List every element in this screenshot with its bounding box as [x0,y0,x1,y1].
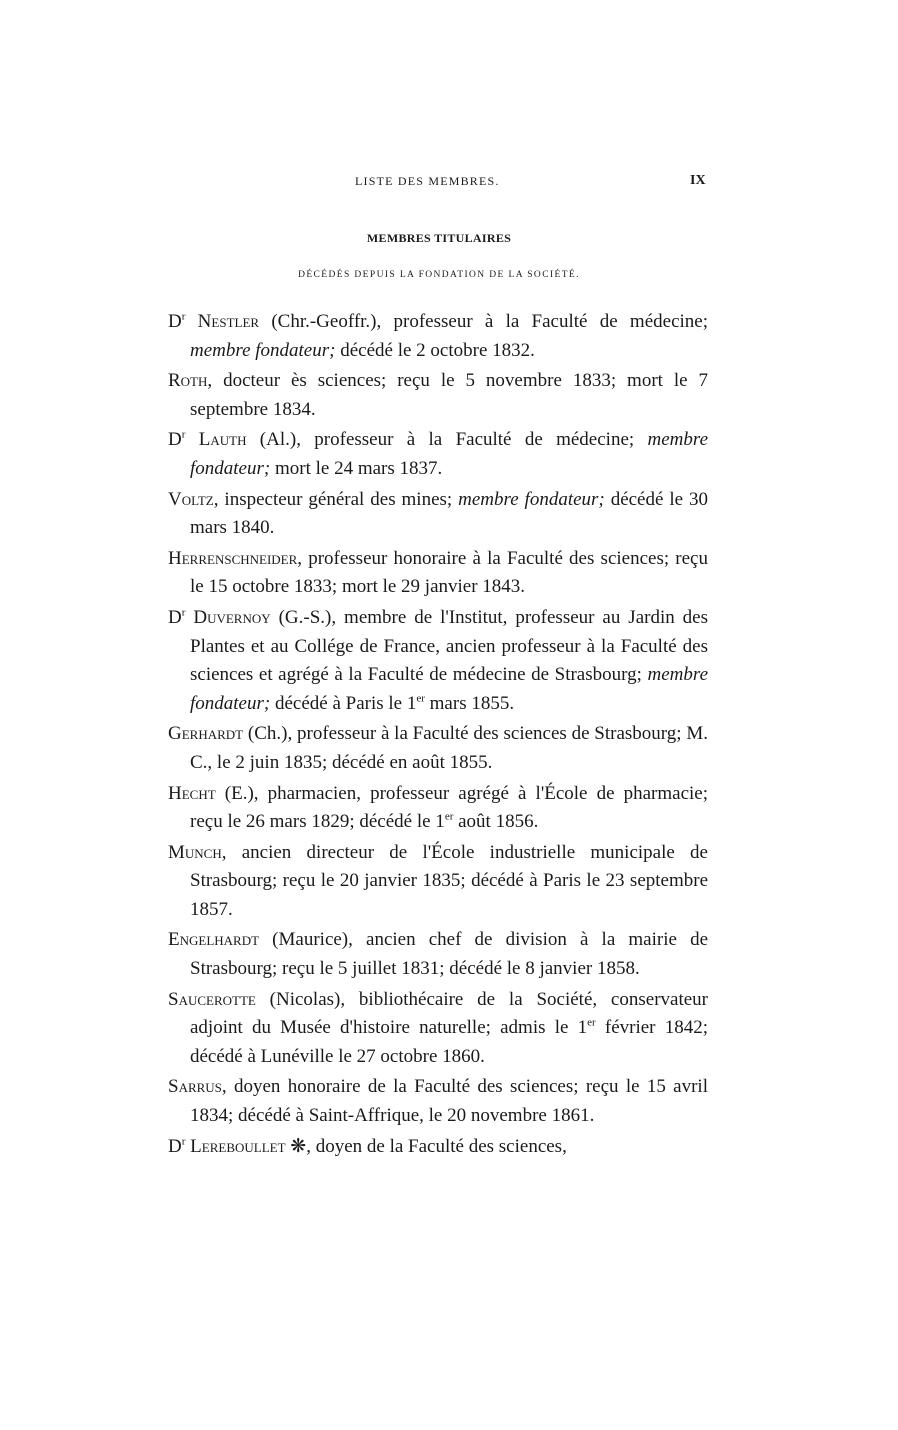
member-name: Lauth [198,429,247,451]
member-name: Herrenschneider [168,547,298,569]
superscript: er [416,692,425,705]
entry-text: février 1842; décédé à Lunéville le 27 octobre 1860. [190,1017,708,1067]
title-prefix-superscript: r [181,429,186,442]
member-entry [168,604,708,718]
member-list [168,308,708,1163]
entry-text: , doyen honoraire de la Faculté des sciences; reçu le 15 avril 1834; décédé à Saint-Affrique, le 20 novembre 1861. [190,1076,708,1127]
title-prefix-superscript: r [181,310,186,323]
entry-text: (Chr.-Geoffr.), professeur à la Faculté de médecine; [259,311,709,332]
member-entry [168,986,708,1072]
member-entry [168,486,708,543]
italic-note: membre fondateur; [190,339,336,361]
running-title: LISTE DES MEMBRES. [355,174,500,188]
member-name: Duvernoy [193,606,271,628]
member-entry [168,720,708,777]
title-prefix-superscript: r [181,606,186,619]
member-entry [168,426,708,483]
entry-text: mars 1855. [424,692,515,714]
member-name: Munch [168,841,222,863]
entry-text: mort le 24 mars 1837. [270,457,443,479]
title-prefix-superscript: r [181,1135,186,1148]
superscript: er [587,1016,596,1029]
entry-text: (E.), pharmacien, professeur agrégé à l'École de pharmacie; reçu le 26 mars 1829; décédé le 1 [190,782,708,833]
member-entry [168,308,708,365]
title-prefix: D [168,429,182,451]
member-entry [168,545,708,602]
member-entry [168,839,708,925]
member-name: Voltz [168,488,214,510]
entry-text: (Ch.), professeur à la Faculté des sciences de Strasbourg; M. C., le 2 juin 1835; décédé en août 1855. [190,723,708,773]
entry-text: (Maurice), ancien chef de division à la mairie de Strasbourg; reçu le 5 juillet 1831; décédé le 8 janvier 1858. [190,929,708,980]
section-title: MEMBRES TITULAIRES [366,231,512,245]
title-prefix: D [168,1135,182,1157]
member-name: Saucerotte [168,988,256,1010]
member-name: Roth [168,370,208,392]
entry-text: décédé à Paris le 1 [270,692,417,714]
title-prefix: D [168,311,182,332]
member-name: Sarrus [168,1076,222,1098]
member-entry [168,1133,708,1162]
entry-text: décédé le 2 octobre 1832. [335,339,535,361]
running-head [0,174,898,194]
entry-text: , docteur ès sciences; reçu le 5 novembre 1833; mort le 7 septembre 1834. [190,370,708,420]
member-entry [168,367,708,424]
member-entry [168,926,708,983]
entry-text: ❋, doyen de la Faculté des sciences, [285,1135,567,1157]
entry-text: (G.-S.), membre de l'Institut, professeur au Jardin des Plantes et au Collége de France, ancien professeur à la Faculté des sciences et agrégé à la Faculté de médecine de Strasbourg; [190,606,709,686]
entry-text: août 1856. [453,811,539,833]
member-entry [168,780,708,837]
member-name: Engelhardt [168,929,260,951]
member-name: Hecht [168,782,216,804]
member-entry [168,1073,708,1130]
italic-note: membre fondateur; [190,429,708,479]
italic-note: membre fondateur; [190,664,708,714]
entry-text: (Al.), professeur à la Faculté de médecine; [246,429,648,451]
page-number: IX [690,173,706,188]
italic-note: membre fondateur; [458,488,605,510]
title-prefix: D [168,606,182,628]
entry-text: (Nicolas), bibliothécaire de la Société, conservateur adjoint du Musée d'histoire naturelle; admis le 1 [190,988,708,1039]
entry-text: , inspecteur général des mines; [213,488,459,510]
superscript: er [444,810,454,823]
member-name: Lereboullet [190,1135,286,1157]
section-subtitle: DÉCÉDÉS DEPUIS LA FONDATION DE LA SOCIÉTÉ. [298,270,580,280]
member-name: Gerhardt [168,723,244,745]
entry-text: , ancien directeur de l'École industrielle municipale de Strasbourg; reçu le 20 janvier 1835; décédé à Paris le 23 septembre 1857. [190,841,708,920]
entry-text: , professeur honoraire à la Faculté des sciences; reçu le 15 octobre 1833; mort le 29 janvier 1843. [190,547,708,598]
entry-text: décédé le 30 mars 1840. [190,488,708,539]
member-name: Nestler [197,311,260,332]
